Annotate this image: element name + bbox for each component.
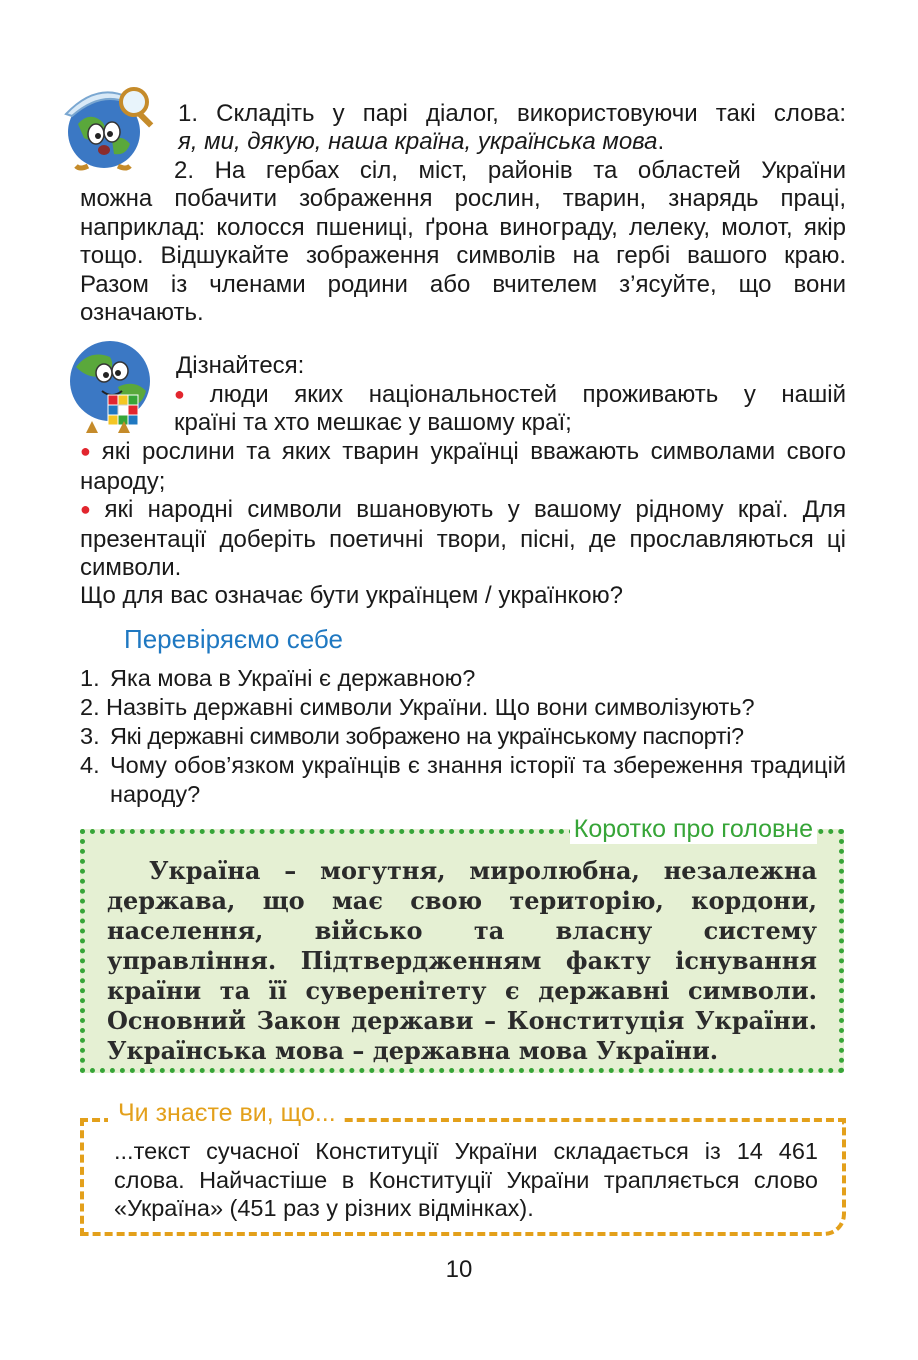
globe-mascot-cube-icon [62,337,166,437]
summary-box [80,815,844,1073]
task2-first-line: 2. На гербах сіл, міст, районів та областей України [174,157,846,184]
find-out-bullet-1 [174,381,846,410]
find-out-bullet-3 [80,496,846,583]
bullet-dot: ● [80,499,99,519]
check-heading: Перевіряємо себе [124,624,343,654]
bullet-1-line-1: люди яких національностей проживають у нашій [209,381,846,408]
check-item-4 [80,751,846,809]
task1-words [178,128,664,156]
check-item-number: 2. [80,694,100,720]
check-item-number: 1. [80,665,100,691]
check-item-number: 4. [80,752,100,778]
check-item-3 [80,722,846,751]
check-item-number: 3. [80,723,100,749]
bullet-1-line-2: країні та хто мешкає у вашому краї; [174,409,572,436]
task1-words-list: я, ми, дякую, наша країна, українська мова [178,128,658,155]
bullet-3-text: які народні символи вшановують у вашому рідному краї. Для презентації доберіть поетичні твори, пісні, де прославляються ці символи. [80,496,846,581]
summary-title: Коротко про головне [570,814,817,844]
find-out-question: Що для вас означає бути українцем / українкою? [80,582,623,609]
task2-text: можна побачити зображення рослин, тварин, знарядь праці, наприклад: колосся пшениці, ґрона винограду, лелеку, молот, якір тощо. Відшукайте зображення символів на гербі вашого краю. Разом із членами родини або вчителем з’ясуйте, що вони означають. [80,185,846,326]
bullet-dot: ● [174,384,204,404]
fact-title: Чи знаєте ви, що... [108,1097,344,1129]
find-out-intro: Дізнайтеся: [176,352,305,379]
globe-mascot-magnifier-icon [56,74,166,174]
bullet-2-text: які рослини та яких тварин українці вважають символами свого народу; [80,438,847,495]
fact-text: ...текст сучасної Конституції України складається із 14 461 слова. Найчастіше в Конституції України трапляється слово «Україна» (451 раз у різних відмінках). [114,1138,818,1221]
summary-text: Україна – могутня, миролюбна, незалежна держава, що має свою територію, кордони, населення, військо та власну систему управління. Підтвердженням факту існування країни та її суверенітету є державні символи. Основний Закон держави – Конституція України. Українська мова – державна мова України. [107,856,817,1065]
bullet-dot: ● [80,441,96,461]
check-item-text: Назвіть державні символи України. Що вони символізують? [106,694,755,720]
check-item-text: Яка мова в Україні є державною? [110,665,476,691]
task1-end: . [657,128,665,155]
task1-text: 1. Складіть у парі діалог, використовуючи такі слова: [178,100,846,127]
check-item-1 [80,664,846,693]
page-number: 10 [445,1256,473,1283]
check-item-2 [80,693,846,722]
find-out-bullet-2 [80,438,846,496]
check-item-text: Які державні символи зображено на українському паспорті? [110,723,744,749]
check-item-text: Чому обов’язком українців є знання історії та збереження традицій народу? [110,752,846,807]
